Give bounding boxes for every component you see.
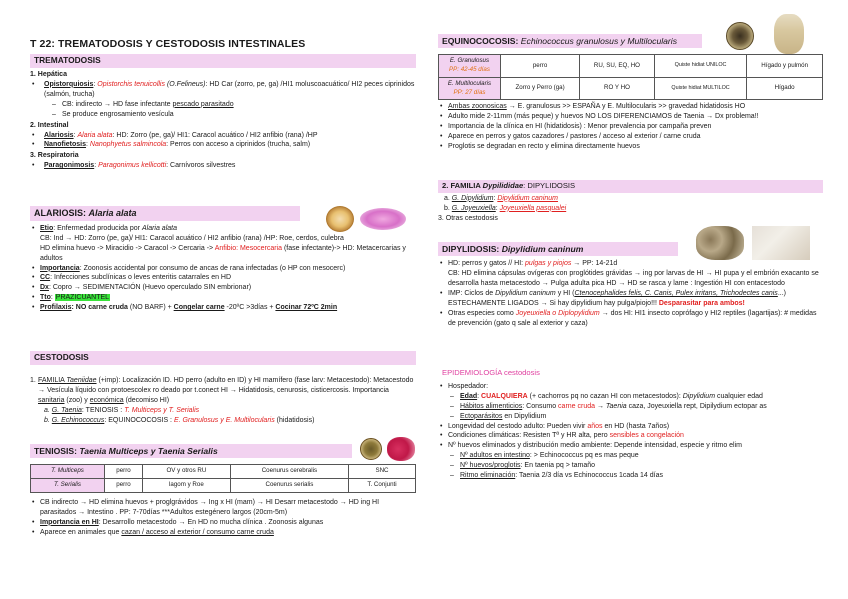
equinococosis-species-cell (439, 55, 501, 78)
teniosis-table-cell: lagom y Roe (143, 479, 231, 493)
teniosis-table-cell: Coenurus cerebralis (230, 465, 348, 479)
opisto-name: Opistorquiosis (44, 80, 94, 88)
opisto-syn: (O.Felineus) (166, 80, 206, 88)
equinococosis-table-cell: Quiste hidiat UNILOC (654, 55, 747, 78)
teniosis-section (30, 444, 416, 538)
echinococcus-worm-image (774, 14, 804, 54)
respiratoria-heading: 3. Respiratoria (30, 152, 79, 160)
praziquantel-highlight: PRAZICUANTEL (55, 294, 110, 302)
echinococcus-line: b. G. Echinococcus: EQUINOCOCOSIS : E. Granulosus y E. Multilocularis (hidatidosis) (44, 416, 315, 424)
importancia-item: • Importancia: Zoonosis accidental por consumo de ancas de rana infectadas (o HP con mesocerc) (30, 264, 416, 274)
condiciones-item: • Condiciones climáticas: Resisten Tª y HR alta, pero sensibles a congelación (438, 431, 823, 441)
opisto-rest: : HD Car (zorro, pe, ga) /HI1 moluscoacuático/ HI2 peces ciprinidos (salmón, trucha) (44, 80, 415, 98)
teniosis-table (30, 464, 416, 493)
equinococosis-species-cell (439, 77, 501, 100)
equinococosis-table-cell: Quiste hidiat MULTILOC (654, 77, 747, 100)
equinococosis-table-cell: Hígado y pulmón (747, 55, 823, 78)
equinococosis-table-cell: Hígado (747, 77, 823, 100)
equinococosis-table (438, 54, 823, 100)
alariosis-section (30, 206, 416, 313)
teniosis-table-cell: T. Serialis (31, 479, 105, 493)
cycle-line: HD elimina huevo -> Miracidio -> Caracol -> Cercaria -> Anfibio: Mesocercaria (fase infectante)-> HD: Metacercarias y adultos (40, 244, 406, 262)
dipylidium-egg-image (696, 226, 744, 260)
cc-item: • CC: Infecciones subclínicas o leves enteritis catarrales en HD (30, 273, 416, 283)
adulto-item: • Adulto mide 2-11mm (más peque) y huevos NO LOS DIFERENCIAMOS de Taenia → Dx problema!! (438, 112, 823, 122)
equinococosis-table-row (439, 77, 823, 100)
trematodosis-header: TREMATODOSIS (30, 54, 416, 68)
dx-item: • Dx: Copro → SEDIMENTACIÓN (Huevo operculado SIN embrionar) (30, 283, 416, 293)
ritmo-item: – Ritmo eliminación: Taenia 2/3 día vs Echinococcus 1cada 14 días (438, 471, 823, 481)
species-name: E. Multilocularis (447, 79, 492, 87)
equinococosis-table-cell: perro (501, 55, 580, 78)
taenia-egg-image (360, 438, 382, 460)
parago-item: • Paragonimosis: Paragonimus kellicotti: Carnívoros silvestres (30, 161, 416, 171)
teniosis-table-row (31, 465, 416, 479)
imp-dip-item: • IMP: Ciclos de Dipylidium caninum y HI (Ctenocephalides felis, C. Canis, Pulex irritans, Trichodectes canis...) ESTECHAMENTE LIGADOS → Si hay dipylidium hay pulga/piojo!!! Desparasitar para ambos! (438, 289, 823, 309)
equinococosis-table-row (439, 55, 823, 78)
hospedador-item: • Hospedador: (438, 382, 823, 392)
equinococosis-table-cell: RO Y HO (580, 77, 655, 100)
ten-cb-item: • CB indirecto → HD elimina huevos + proglgrávidos → Ing x HI (mam) → HI Desarr metacestodo → HD ing HI parasitados → Intestino . PP: 7-70días ***Adultos estegénero largos (20cm-5m) (30, 498, 416, 518)
ecto-item: – Ectoparásitos en Dipylidium (438, 412, 823, 422)
hepatica-heading: 1. Hepática (30, 70, 67, 78)
huevos-item: – Nº huevos/proglotis: En taenia pq > tamaño (438, 461, 823, 471)
species-name: E. Granulosus (449, 57, 490, 65)
coenurus-image (387, 437, 415, 461)
adultos-item: – Nº adultos en intestino: > Echinococcus pq es mas peque (438, 451, 823, 461)
impo-item: • Importancia de la clínica en HI (hidatidosis) : Menor prevalencia por campaña preven (438, 122, 823, 132)
page-title: T 22: TREMATODOSIS Y CESTODOSIS INTESTINALES (30, 38, 306, 50)
equinococosis-section (438, 34, 823, 152)
familia2-header: 2. FAMILIA Dypilididae: DIPYLIDOSIS (438, 180, 823, 193)
dipylididae-section (438, 180, 823, 224)
epidemiologia-section (438, 368, 823, 481)
opisto-sub2: – Se produce engrosamiento vesícula (30, 110, 416, 120)
teniosis-table-cell: T. Multiceps (31, 465, 105, 479)
tto-item: • Tto: PRAZICUANTEL (30, 293, 416, 303)
cb-dip-line: CB: HD elimina cápsulas ovígeras con proglótides grávidas → ing por larvas de HI → HI pupa y el embrión exacanto se desarrolla hasta metacestodo → Pulga adulta pica HD → HD se rasca y lame : Ingestión HI con entacestodo (448, 270, 819, 288)
edad-item: – Edad: CUALQUIERA (+ cachorros pq no cazan HI con metacestodos): Dipylidium cualquier edad (438, 392, 823, 402)
familia-taeniidae: 1. FAMILIA Taeniidae (+imp): Localización ID. HD perro (adulto en ID) y HI mamífero (fase larv: Metacestodo): Metacestodo → Vesícula líquido con protoescolex ro deado por t.conect HI → Hidatidosis, cenurosis, cisticercosis. Importancia sanitaria (zoo) y económica (decomiso HI) (30, 376, 414, 404)
dipylidosis-header: DIPYLIDOSIS: Dipylidium caninum (438, 242, 678, 256)
alaria-worm-image (360, 208, 406, 230)
alaria-egg-image (326, 206, 354, 232)
ten-impo-item: • Importancia en HI: Desarrollo metacestodo → En HD no mucha clínica . Zoonosis algunas (30, 518, 416, 528)
alariosis-header: ALARIOSIS: Alaria alata (30, 206, 300, 221)
opisto-species: Opistorchis tenuicollis (97, 80, 165, 88)
intestinal-heading: 2. Intestinal (30, 121, 69, 129)
taenia-line: a. G. Taenia: TENIOSIS : T. Multiceps y T. Serialis (44, 406, 200, 414)
etio-item: • Etio: Enfermedad producida por Alaria alata (30, 224, 416, 234)
opisto-item: • Opistorquiosis: Opistorchis tenuicollis (O.Felineus): HD Car (zorro, pe, ga) /HI1 moluscoacuático/ HI2 peces ciprinidos (salmón, trucha) (30, 80, 416, 100)
epidemiologia-title: EPIDEMIOLOGÍA cestodosis (442, 368, 540, 377)
teniosis-table-cell: perro (104, 465, 142, 479)
nano-item: • Nanofietosis: Nanophyetus salmincola: Perros con acceso a ciprinidos (trucha, salm) (30, 140, 416, 150)
teniosis-header: TENIOSIS: Taenia Multiceps y Taenia Serialis (30, 444, 352, 458)
joyeuxiella-line: b. G. Joyeuxiella: Joyeuxiella pasqualei (444, 204, 567, 212)
cestodosis-section (30, 351, 416, 426)
teniosis-table-cell: Coenurus serialis (230, 479, 348, 493)
teniosis-table-cell: OV y otros RU (143, 465, 231, 479)
equinococosis-table-cell: RU, SU, EQ, HO (580, 55, 655, 78)
teniosis-table-cell: perro (104, 479, 142, 493)
longevidad-item: • Longevidad del cestodo adulto: Pueden vivir años en HD (hasta 7años) (438, 422, 823, 432)
teniosis-table-cell: SNC (348, 465, 415, 479)
trematodosis-section (30, 54, 416, 171)
prepatent-period: PP: 42-45 días (449, 66, 490, 73)
teniosis-table-row (31, 479, 416, 493)
alariosis-item: • Alariosis: Alaria alata: HD: Zorro (pe, ga)/ HI1: Caracol acuático / HI2 anfibio (rana) /HP (30, 131, 416, 141)
prepatent-period: PP: 27 días (453, 88, 486, 96)
teniosis-table-cell: T. Conjunti (348, 479, 415, 493)
otras-esp-item: • Otras especies como Joyeuxiella o Diplopylidium → dos HI: HI1 insecto coprófago y HI2 reptiles (lagartijas): # medidas de prevención (gato q sale al exterior y caza) (438, 309, 823, 329)
hd-item: • HD: perros y gatos // HI: pulgas y piojos → PP: 14-21d (438, 259, 823, 269)
dipylidium-proglottid-image (752, 226, 810, 260)
aparece-item: • Aparece en perros y gatos cazadores / pastores / acceso al exterior / carne cruda (438, 132, 823, 142)
equinococosis-header: EQUINOCOCOSIS: Echinococcus granulosus y Multilocularis (438, 34, 702, 48)
equinococosis-table-cell: Zorro y Perro (ga) (501, 77, 580, 100)
nhuevos-item: • Nº huevos eliminados y distribución medio ambiente: Depende intensidad, especie y ritmo elim (438, 441, 823, 451)
echinococcus-egg-image (726, 22, 754, 50)
opisto-sub1: – CB: indirecto → HD fase infectante pescado parasitado (30, 100, 416, 110)
proglo-item: • Proglotis se degradan en recto y elimina directamente huevos (438, 142, 823, 152)
profilaxis-item: • Profilaxis: NO carne cruda (NO BARF) + Congelar carne -20ºC >3días + Cocinar 72ºC 2min (30, 303, 416, 313)
habitos-item: – Hábitos alimenticios: Consumo carne cruda → Taenia caza, Joyeuxiella rept, Dipilydium ectopar as (438, 402, 823, 412)
otras-line: 3. Otras cestodosis (438, 214, 498, 222)
ten-aparece-item: • Aparece en animales que cazan / acceso al exterior / consumo carne cruda (30, 528, 416, 538)
dipylidium-line: a. G. Dipylidium: Dipylidium caninum (444, 194, 559, 202)
cb-line: CB: Ind → HD: Zorro (pe, ga)/ HI1: Caracol acuático / HI2 anfibio (rana) /HP: Roe, cerdos, culebra (40, 234, 344, 242)
ambas-item: • Ambas zoonosicas → E. granulosus >> ESPAÑA y E. Multilocularis >> gravedad hidatidosis HO (438, 102, 823, 112)
cestodosis-header: CESTODOSIS (30, 351, 416, 365)
